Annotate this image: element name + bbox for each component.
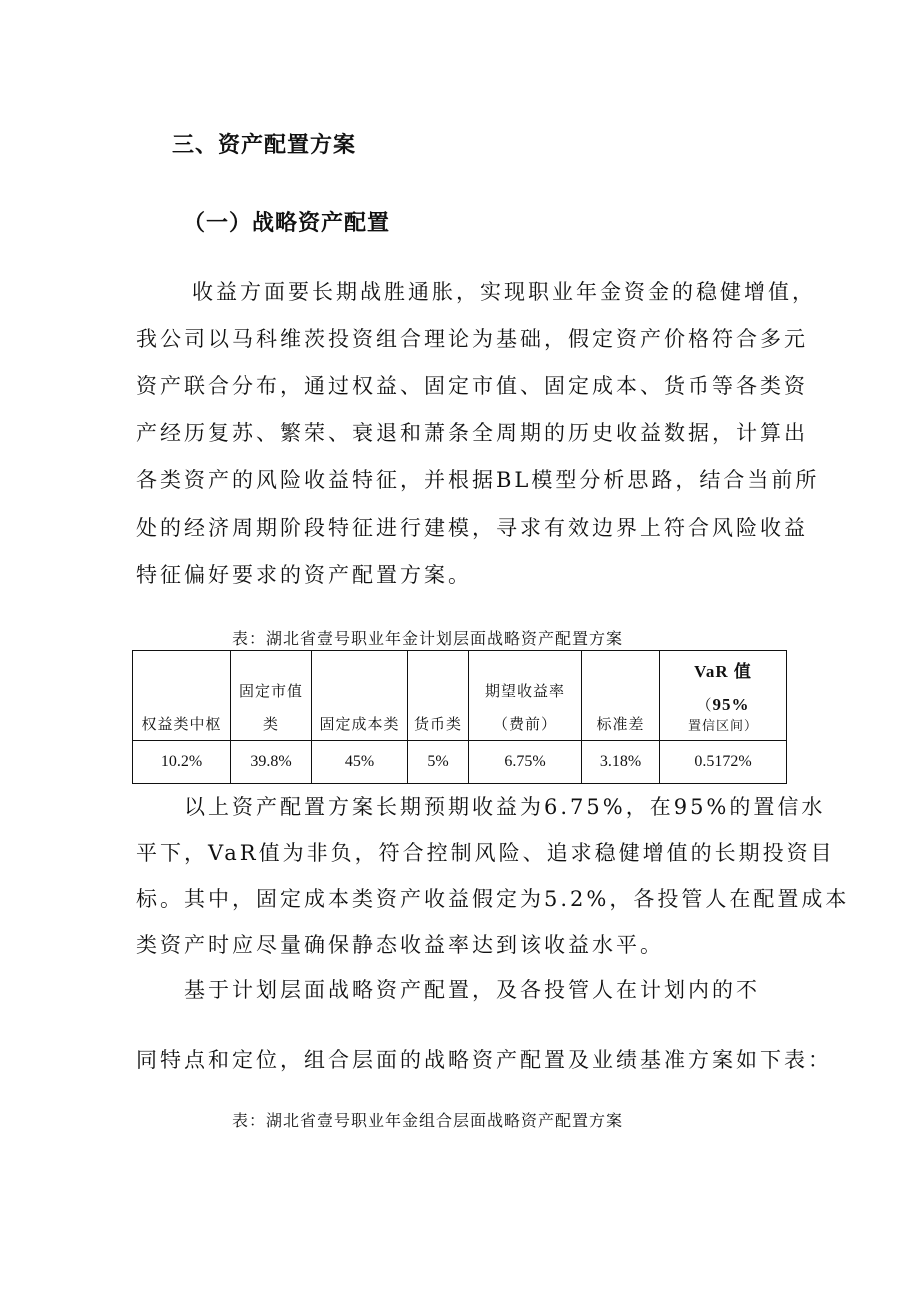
header-std-dev: 标准差 xyxy=(582,651,660,741)
header-fixed-market: 固定市值 类 xyxy=(231,651,312,741)
value-equity: 10.2% xyxy=(133,741,231,784)
paragraph-line: 处的经济周期阶段特征进行建模，寻求有效边界上符合风险收益 xyxy=(136,516,808,540)
value-fixed-cost: 45% xyxy=(312,741,408,784)
paragraph-line: 我公司以马科维茨投资组合理论为基础，假定资产价格符合多元 xyxy=(136,327,808,351)
paragraph-line: 产经历复苏、繁荣、衰退和萧条全周期的历史收益数据，计算出 xyxy=(136,421,808,445)
allocation-table xyxy=(132,650,787,784)
paragraph-line: 基于计划层面战略资产配置，及各投管人在计划内的不 xyxy=(184,978,760,1002)
value-var: 0.5172% xyxy=(660,741,787,784)
section-title: 三、资产配置方案 xyxy=(172,132,357,158)
header-expected-return: 期望收益率 （费前） xyxy=(469,651,582,741)
paragraph-line: 收益方面要长期战胜通胀，实现职业年金资金的稳健增值， xyxy=(192,280,816,304)
header-currency: 货币类 xyxy=(408,651,469,741)
value-expected-return: 6.75% xyxy=(469,741,582,784)
paragraph-line: 类资产时应尽量确保静态收益率达到该收益水平。 xyxy=(136,933,664,957)
table-row xyxy=(133,741,787,784)
value-std-dev: 3.18% xyxy=(582,741,660,784)
paragraph-line: 标。其中，固定成本类资产收益假定为5.2%，各投管人在配置成本 xyxy=(136,887,850,911)
paragraph-line: 资产联合分布，通过权益、固定市值、固定成本、货币等各类资 xyxy=(136,374,808,398)
paragraph-line: 以上资产配置方案长期预期收益为6.75%，在95%的置信水 xyxy=(184,795,826,819)
paragraph-line: 各类资产的风险收益特征，并根据BL模型分析思路，结合当前所 xyxy=(136,468,820,492)
header-equity: 权益类中枢 xyxy=(133,651,231,741)
paragraph-line: 特征偏好要求的资产配置方案。 xyxy=(136,563,472,587)
subsection-title: （一）战略资产配置 xyxy=(183,210,391,236)
value-fixed-market: 39.8% xyxy=(231,741,312,784)
table1-caption: 表：湖北省壹号职业年金计划层面战略资产配置方案 xyxy=(232,629,624,648)
table-header-row xyxy=(133,651,787,741)
paragraph-line: 平下，VaR值为非负，符合控制风险、追求稳健增值的长期投资目 xyxy=(136,841,835,865)
header-fixed-cost: 固定成本类 xyxy=(312,651,408,741)
table2-caption: 表：湖北省壹号职业年金组合层面战略资产配置方案 xyxy=(232,1111,624,1130)
header-var: VaR 值 （95%置信区间） xyxy=(660,651,787,741)
value-currency: 5% xyxy=(408,741,469,784)
paragraph-line: 同特点和定位，组合层面的战略资产配置及业绩基准方案如下表： xyxy=(136,1048,832,1072)
